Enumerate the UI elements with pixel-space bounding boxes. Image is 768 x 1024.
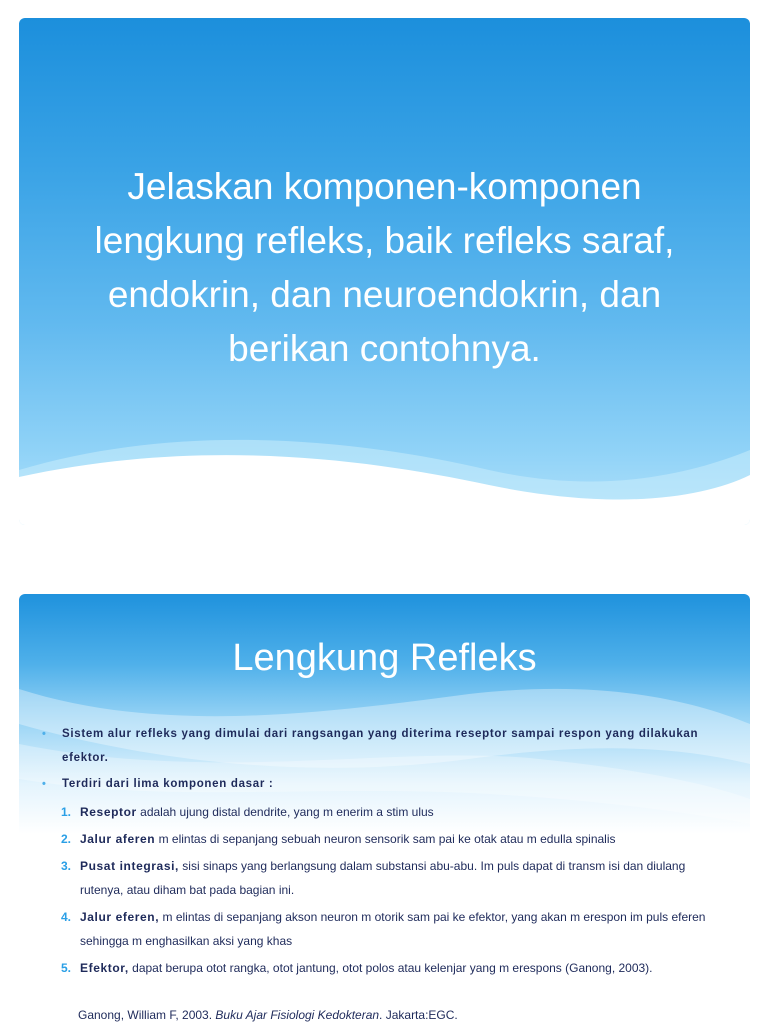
- title-line: lengkung refleks, baik refleks saraf,: [94, 220, 675, 261]
- title-slide: [19, 18, 750, 525]
- title-line: Jelaskan komponen-komponen: [127, 166, 642, 207]
- bullet-text: Sistem alur refleks yang dimulai dari rangsangan yang diterima reseptor sampai respon yang dilakukan efektor.: [62, 728, 699, 764]
- list-item: [19, 854, 750, 902]
- reference-citation: [78, 1006, 458, 1024]
- list-number: 4.: [61, 910, 72, 924]
- list-item: [19, 827, 750, 851]
- wave-decoration: [19, 415, 750, 525]
- bullet-icon: •: [42, 778, 47, 790]
- list-item: [19, 956, 750, 980]
- slide-heading: Lengkung Refleks: [232, 637, 537, 679]
- component-term: Efektor,: [80, 961, 129, 975]
- component-term: Pusat integrasi,: [80, 859, 179, 873]
- component-term: Reseptor: [80, 805, 137, 819]
- list-number: 2.: [61, 832, 72, 846]
- component-description: adalah ujung distal dendrite, yang m enerim a stim ulus: [136, 805, 434, 819]
- slide-title: [39, 160, 730, 376]
- component-description: sisi sinaps yang berlangsung dalam substansi abu-abu. Im puls dapat di transm isi dan diulang rutenya, atau diham bat pada bagian ini.: [80, 859, 686, 897]
- reference-book: Buku Ajar Fisiologi Kedokteran: [215, 1008, 380, 1022]
- component-term: Jalur aferen: [80, 832, 156, 846]
- title-line: berikan contohnya.: [228, 328, 541, 369]
- list-item: [19, 800, 750, 824]
- component-description: m elintas di sepanjang sebuah neuron sensorik sam pai ke otak atau m edulla spinalis: [155, 832, 616, 846]
- component-term: Jalur eferen,: [80, 910, 160, 924]
- component-description: m elintas di sepanjang akson neuron m otorik sam pai ke efektor, yang akan m erespon im puls eferen sehingga m enghasilkan aksi yang khas: [80, 910, 706, 948]
- list-number: 1.: [61, 805, 72, 819]
- content-slide: [19, 594, 750, 1024]
- bullet-icon: •: [42, 728, 47, 740]
- component-description: dapat berupa otot rangka, otot jantung, otot polos atau kelenjar yang m erespons (Ganong, 2003).: [128, 961, 653, 975]
- slide-content: [19, 722, 750, 980]
- list-number: 3.: [61, 859, 72, 873]
- bullet-text: Terdiri dari lima komponen dasar :: [62, 778, 274, 790]
- reference-author: Ganong, William F, 2003.: [78, 1008, 216, 1022]
- title-line: endokrin, dan neuroendokrin, dan: [107, 274, 662, 315]
- list-item: [19, 905, 750, 953]
- bullet-item: [19, 772, 750, 796]
- bullet-item: [19, 722, 750, 770]
- reference-publisher: . Jakarta:EGC.: [379, 1008, 458, 1022]
- list-number: 5.: [61, 961, 72, 975]
